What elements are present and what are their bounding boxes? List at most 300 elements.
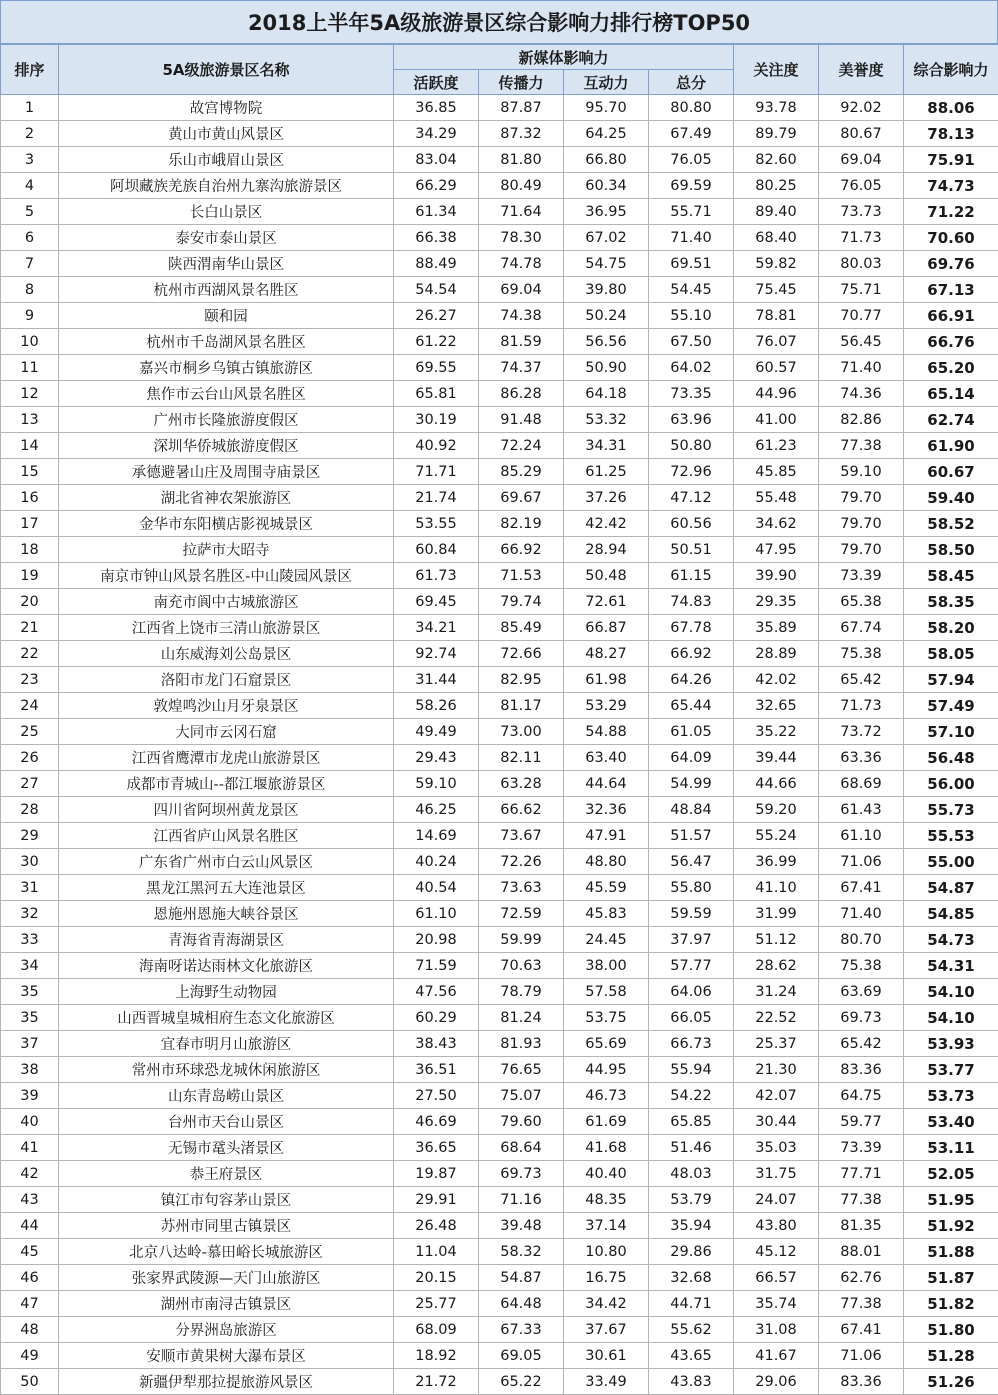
cell-spread: 76.65	[479, 1057, 564, 1083]
cell-name: 江西省上饶市三清山旅游景区	[59, 615, 394, 641]
cell-overall: 54.73	[904, 927, 998, 953]
cell-overall: 66.91	[904, 303, 998, 329]
cell-activity: 61.73	[394, 563, 479, 589]
cell-spread: 73.63	[479, 875, 564, 901]
cell-interaction: 48.27	[564, 641, 649, 667]
table-row	[1, 1083, 998, 1109]
cell-reputation: 80.03	[819, 251, 904, 277]
cell-rank: 26	[1, 745, 59, 771]
cell-name: 上海野生动物园	[59, 979, 394, 1005]
cell-rank: 16	[1, 485, 59, 511]
cell-attention: 35.74	[734, 1291, 819, 1317]
cell-name: 承德避暑山庄及周围寺庙景区	[59, 459, 394, 485]
cell-activity: 49.49	[394, 719, 479, 745]
cell-name: 北京八达岭-慕田峪长城旅游区	[59, 1239, 394, 1265]
cell-total: 59.59	[649, 901, 734, 927]
cell-spread: 68.64	[479, 1135, 564, 1161]
cell-rank: 14	[1, 433, 59, 459]
cell-reputation: 56.45	[819, 329, 904, 355]
cell-overall: 88.06	[904, 95, 998, 121]
cell-reputation: 80.67	[819, 121, 904, 147]
cell-name: 江西省鹰潭市龙虎山旅游景区	[59, 745, 394, 771]
cell-reputation: 65.42	[819, 1031, 904, 1057]
table-row	[1, 979, 998, 1005]
cell-rank: 4	[1, 173, 59, 199]
cell-overall: 54.87	[904, 875, 998, 901]
cell-rank: 29	[1, 823, 59, 849]
cell-interaction: 44.95	[564, 1057, 649, 1083]
cell-activity: 54.54	[394, 277, 479, 303]
cell-activity: 68.09	[394, 1317, 479, 1343]
cell-activity: 40.92	[394, 433, 479, 459]
cell-interaction: 47.91	[564, 823, 649, 849]
cell-rank: 5	[1, 199, 59, 225]
cell-name: 海南呀诺达雨林文化旅游区	[59, 953, 394, 979]
cell-rank: 35	[1, 979, 59, 1005]
cell-reputation: 61.43	[819, 797, 904, 823]
cell-activity: 46.69	[394, 1109, 479, 1135]
cell-name: 南充市阆中古城旅游区	[59, 589, 394, 615]
cell-total: 51.57	[649, 823, 734, 849]
cell-attention: 44.96	[734, 381, 819, 407]
cell-rank: 33	[1, 927, 59, 953]
cell-name: 安顺市黄果树大瀑布景区	[59, 1343, 394, 1369]
cell-rank: 50	[1, 1369, 59, 1395]
cell-interaction: 36.95	[564, 199, 649, 225]
cell-overall: 51.82	[904, 1291, 998, 1317]
cell-overall: 59.40	[904, 485, 998, 511]
cell-interaction: 37.14	[564, 1213, 649, 1239]
cell-total: 76.05	[649, 147, 734, 173]
cell-total: 64.09	[649, 745, 734, 771]
cell-interaction: 39.80	[564, 277, 649, 303]
cell-total: 56.47	[649, 849, 734, 875]
cell-name: 杭州市西湖风景名胜区	[59, 277, 394, 303]
cell-rank: 7	[1, 251, 59, 277]
cell-reputation: 75.38	[819, 641, 904, 667]
cell-spread: 72.66	[479, 641, 564, 667]
cell-reputation: 68.69	[819, 771, 904, 797]
table-row	[1, 927, 998, 953]
cell-attention: 41.00	[734, 407, 819, 433]
cell-name: 张家界武陵源—天门山旅游区	[59, 1265, 394, 1291]
cell-activity: 61.34	[394, 199, 479, 225]
table-row	[1, 1317, 998, 1343]
table-row	[1, 1057, 998, 1083]
cell-name: 湖州市南浔古镇景区	[59, 1291, 394, 1317]
cell-interaction: 37.26	[564, 485, 649, 511]
cell-name: 焦作市云台山风景名胜区	[59, 381, 394, 407]
cell-overall: 60.67	[904, 459, 998, 485]
cell-rank: 30	[1, 849, 59, 875]
cell-overall: 51.80	[904, 1317, 998, 1343]
table-row	[1, 1187, 998, 1213]
table-row	[1, 797, 998, 823]
cell-attention: 39.90	[734, 563, 819, 589]
cell-interaction: 67.02	[564, 225, 649, 251]
table-row	[1, 1135, 998, 1161]
cell-interaction: 34.42	[564, 1291, 649, 1317]
cell-spread: 79.60	[479, 1109, 564, 1135]
cell-attention: 42.02	[734, 667, 819, 693]
cell-spread: 80.49	[479, 173, 564, 199]
table-row	[1, 615, 998, 641]
cell-reputation: 71.40	[819, 901, 904, 927]
cell-name: 无锡市鼋头渚景区	[59, 1135, 394, 1161]
cell-interaction: 61.25	[564, 459, 649, 485]
cell-total: 53.79	[649, 1187, 734, 1213]
header-reputation: 美誉度	[819, 45, 904, 95]
header-rank: 排序	[1, 45, 59, 95]
cell-interaction: 61.98	[564, 667, 649, 693]
cell-activity: 40.24	[394, 849, 479, 875]
cell-interaction: 50.48	[564, 563, 649, 589]
cell-total: 47.12	[649, 485, 734, 511]
cell-activity: 26.48	[394, 1213, 479, 1239]
cell-attention: 29.06	[734, 1369, 819, 1395]
cell-name: 广州市长隆旅游度假区	[59, 407, 394, 433]
cell-name: 恭王府景区	[59, 1161, 394, 1187]
table-row	[1, 745, 998, 771]
cell-total: 29.86	[649, 1239, 734, 1265]
cell-name: 敦煌鸣沙山月牙泉景区	[59, 693, 394, 719]
cell-spread: 72.26	[479, 849, 564, 875]
cell-spread: 81.80	[479, 147, 564, 173]
cell-overall: 51.92	[904, 1213, 998, 1239]
cell-total: 48.84	[649, 797, 734, 823]
cell-activity: 46.25	[394, 797, 479, 823]
cell-attention: 76.07	[734, 329, 819, 355]
table-row	[1, 1161, 998, 1187]
cell-rank: 25	[1, 719, 59, 745]
cell-spread: 71.16	[479, 1187, 564, 1213]
cell-rank: 31	[1, 875, 59, 901]
cell-activity: 69.55	[394, 355, 479, 381]
table-row	[1, 849, 998, 875]
cell-name: 恩施州恩施大峡谷景区	[59, 901, 394, 927]
cell-reputation: 76.05	[819, 173, 904, 199]
cell-activity: 36.65	[394, 1135, 479, 1161]
cell-interaction: 60.34	[564, 173, 649, 199]
cell-reputation: 71.73	[819, 693, 904, 719]
cell-interaction: 48.35	[564, 1187, 649, 1213]
cell-spread: 74.78	[479, 251, 564, 277]
table-row	[1, 199, 998, 225]
cell-overall: 53.93	[904, 1031, 998, 1057]
cell-spread: 82.11	[479, 745, 564, 771]
cell-rank: 43	[1, 1187, 59, 1213]
cell-overall: 57.94	[904, 667, 998, 693]
cell-name: 深圳华侨城旅游度假区	[59, 433, 394, 459]
cell-attention: 31.99	[734, 901, 819, 927]
cell-overall: 52.05	[904, 1161, 998, 1187]
cell-interaction: 54.75	[564, 251, 649, 277]
cell-overall: 65.14	[904, 381, 998, 407]
cell-activity: 21.72	[394, 1369, 479, 1395]
cell-overall: 74.73	[904, 173, 998, 199]
cell-total: 61.15	[649, 563, 734, 589]
cell-reputation: 67.41	[819, 1317, 904, 1343]
cell-reputation: 75.38	[819, 953, 904, 979]
cell-activity: 53.55	[394, 511, 479, 537]
cell-name: 拉萨市大昭寺	[59, 537, 394, 563]
cell-overall: 69.76	[904, 251, 998, 277]
cell-interaction: 57.58	[564, 979, 649, 1005]
cell-reputation: 65.42	[819, 667, 904, 693]
cell-name: 乐山市峨眉山景区	[59, 147, 394, 173]
cell-interaction: 53.29	[564, 693, 649, 719]
cell-spread: 85.29	[479, 459, 564, 485]
cell-name: 湖北省神农架旅游区	[59, 485, 394, 511]
cell-name: 苏州市同里古镇景区	[59, 1213, 394, 1239]
table-row	[1, 121, 998, 147]
cell-reputation: 67.74	[819, 615, 904, 641]
cell-reputation: 71.06	[819, 849, 904, 875]
cell-reputation: 59.77	[819, 1109, 904, 1135]
cell-overall: 61.90	[904, 433, 998, 459]
cell-activity: 38.43	[394, 1031, 479, 1057]
cell-spread: 66.92	[479, 537, 564, 563]
cell-total: 64.26	[649, 667, 734, 693]
cell-interaction: 32.36	[564, 797, 649, 823]
cell-total: 43.83	[649, 1369, 734, 1395]
table-row	[1, 641, 998, 667]
cell-total: 44.71	[649, 1291, 734, 1317]
cell-activity: 92.74	[394, 641, 479, 667]
cell-activity: 66.29	[394, 173, 479, 199]
cell-activity: 30.19	[394, 407, 479, 433]
cell-attention: 35.03	[734, 1135, 819, 1161]
cell-interaction: 44.64	[564, 771, 649, 797]
cell-name: 嘉兴市桐乡乌镇古镇旅游区	[59, 355, 394, 381]
cell-rank: 42	[1, 1161, 59, 1187]
cell-activity: 20.15	[394, 1265, 479, 1291]
table-row	[1, 381, 998, 407]
table-row	[1, 875, 998, 901]
cell-activity: 19.87	[394, 1161, 479, 1187]
cell-rank: 2	[1, 121, 59, 147]
cell-attention: 75.45	[734, 277, 819, 303]
cell-activity: 61.22	[394, 329, 479, 355]
header-new-media: 新媒体影响力	[394, 45, 734, 70]
cell-attention: 78.81	[734, 303, 819, 329]
table-row	[1, 1005, 998, 1031]
cell-spread: 66.62	[479, 797, 564, 823]
cell-rank: 49	[1, 1343, 59, 1369]
cell-attention: 59.82	[734, 251, 819, 277]
cell-name: 镇江市句容茅山景区	[59, 1187, 394, 1213]
cell-reputation: 63.69	[819, 979, 904, 1005]
cell-overall: 66.76	[904, 329, 998, 355]
cell-spread: 72.59	[479, 901, 564, 927]
cell-spread: 70.63	[479, 953, 564, 979]
cell-attention: 28.89	[734, 641, 819, 667]
cell-overall: 58.50	[904, 537, 998, 563]
cell-spread: 69.04	[479, 277, 564, 303]
cell-interaction: 46.73	[564, 1083, 649, 1109]
table-row	[1, 693, 998, 719]
cell-rank: 6	[1, 225, 59, 251]
cell-total: 67.50	[649, 329, 734, 355]
cell-spread: 72.24	[479, 433, 564, 459]
cell-total: 80.80	[649, 95, 734, 121]
cell-spread: 69.05	[479, 1343, 564, 1369]
cell-total: 73.35	[649, 381, 734, 407]
cell-activity: 88.49	[394, 251, 479, 277]
cell-reputation: 77.71	[819, 1161, 904, 1187]
table-row	[1, 95, 998, 121]
table-row	[1, 1213, 998, 1239]
cell-activity: 34.29	[394, 121, 479, 147]
cell-attention: 44.66	[734, 771, 819, 797]
cell-total: 32.68	[649, 1265, 734, 1291]
cell-spread: 67.33	[479, 1317, 564, 1343]
cell-reputation: 74.36	[819, 381, 904, 407]
cell-overall: 51.26	[904, 1369, 998, 1395]
cell-rank: 12	[1, 381, 59, 407]
cell-rank: 22	[1, 641, 59, 667]
cell-attention: 28.62	[734, 953, 819, 979]
cell-spread: 81.93	[479, 1031, 564, 1057]
header-overall: 综合影响力	[904, 45, 998, 95]
cell-interaction: 53.32	[564, 407, 649, 433]
cell-reputation: 82.86	[819, 407, 904, 433]
cell-spread: 87.32	[479, 121, 564, 147]
table-row	[1, 277, 998, 303]
cell-spread: 91.48	[479, 407, 564, 433]
cell-rank: 40	[1, 1109, 59, 1135]
cell-rank: 17	[1, 511, 59, 537]
cell-interaction: 28.94	[564, 537, 649, 563]
cell-total: 35.94	[649, 1213, 734, 1239]
cell-overall: 56.48	[904, 745, 998, 771]
cell-total: 55.80	[649, 875, 734, 901]
cell-activity: 36.85	[394, 95, 479, 121]
cell-overall: 53.77	[904, 1057, 998, 1083]
cell-activity: 18.92	[394, 1343, 479, 1369]
cell-overall: 55.00	[904, 849, 998, 875]
cell-rank: 8	[1, 277, 59, 303]
cell-name: 大同市云冈石窟	[59, 719, 394, 745]
table-row	[1, 1291, 998, 1317]
cell-spread: 74.37	[479, 355, 564, 381]
cell-rank: 35	[1, 1005, 59, 1031]
cell-total: 66.73	[649, 1031, 734, 1057]
cell-interaction: 53.75	[564, 1005, 649, 1031]
cell-total: 69.51	[649, 251, 734, 277]
cell-rank: 37	[1, 1031, 59, 1057]
cell-reputation: 81.35	[819, 1213, 904, 1239]
cell-attention: 89.40	[734, 199, 819, 225]
cell-interaction: 65.69	[564, 1031, 649, 1057]
cell-total: 54.99	[649, 771, 734, 797]
cell-activity: 71.59	[394, 953, 479, 979]
cell-activity: 65.81	[394, 381, 479, 407]
cell-overall: 57.49	[904, 693, 998, 719]
header-spread: 传播力	[479, 70, 564, 95]
cell-spread: 82.95	[479, 667, 564, 693]
table-row	[1, 329, 998, 355]
table-row	[1, 953, 998, 979]
cell-name: 黑龙江黑河五大连池景区	[59, 875, 394, 901]
cell-attention: 39.44	[734, 745, 819, 771]
cell-attention: 31.75	[734, 1161, 819, 1187]
cell-total: 48.03	[649, 1161, 734, 1187]
cell-name: 宜春市明月山旅游区	[59, 1031, 394, 1057]
cell-attention: 55.48	[734, 485, 819, 511]
cell-spread: 85.49	[479, 615, 564, 641]
cell-total: 72.96	[649, 459, 734, 485]
cell-attention: 47.95	[734, 537, 819, 563]
cell-activity: 34.21	[394, 615, 479, 641]
cell-total: 55.94	[649, 1057, 734, 1083]
header-interaction: 互动力	[564, 70, 649, 95]
cell-reputation: 77.38	[819, 1187, 904, 1213]
cell-rank: 47	[1, 1291, 59, 1317]
cell-reputation: 71.40	[819, 355, 904, 381]
cell-name: 陕西渭南华山景区	[59, 251, 394, 277]
cell-spread: 65.22	[479, 1369, 564, 1395]
cell-spread: 78.79	[479, 979, 564, 1005]
cell-name: 故宫博物院	[59, 95, 394, 121]
cell-attention: 51.12	[734, 927, 819, 953]
cell-total: 71.40	[649, 225, 734, 251]
cell-overall: 55.73	[904, 797, 998, 823]
cell-activity: 60.29	[394, 1005, 479, 1031]
table-row	[1, 355, 998, 381]
cell-overall: 51.95	[904, 1187, 998, 1213]
cell-name: 台州市天台山景区	[59, 1109, 394, 1135]
table-row	[1, 719, 998, 745]
cell-name: 常州市环球恐龙城休闲旅游区	[59, 1057, 394, 1083]
cell-overall: 51.28	[904, 1343, 998, 1369]
cell-rank: 21	[1, 615, 59, 641]
cell-attention: 43.80	[734, 1213, 819, 1239]
cell-rank: 32	[1, 901, 59, 927]
cell-rank: 1	[1, 95, 59, 121]
cell-attention: 93.78	[734, 95, 819, 121]
cell-reputation: 79.70	[819, 511, 904, 537]
cell-attention: 55.24	[734, 823, 819, 849]
cell-reputation: 63.36	[819, 745, 904, 771]
table-row	[1, 511, 998, 537]
cell-overall: 78.13	[904, 121, 998, 147]
cell-rank: 23	[1, 667, 59, 693]
cell-rank: 44	[1, 1213, 59, 1239]
cell-interaction: 10.80	[564, 1239, 649, 1265]
cell-activity: 71.71	[394, 459, 479, 485]
cell-overall: 56.00	[904, 771, 998, 797]
cell-total: 66.05	[649, 1005, 734, 1031]
cell-interaction: 45.59	[564, 875, 649, 901]
cell-activity: 61.10	[394, 901, 479, 927]
table-row	[1, 537, 998, 563]
cell-attention: 60.57	[734, 355, 819, 381]
cell-reputation: 73.72	[819, 719, 904, 745]
cell-attention: 59.20	[734, 797, 819, 823]
cell-activity: 60.84	[394, 537, 479, 563]
table-row	[1, 1343, 998, 1369]
cell-rank: 15	[1, 459, 59, 485]
cell-spread: 81.17	[479, 693, 564, 719]
cell-activity: 31.44	[394, 667, 479, 693]
cell-attention: 41.67	[734, 1343, 819, 1369]
cell-total: 61.05	[649, 719, 734, 745]
cell-interaction: 66.80	[564, 147, 649, 173]
cell-reputation: 77.38	[819, 433, 904, 459]
cell-overall: 53.11	[904, 1135, 998, 1161]
cell-spread: 81.59	[479, 329, 564, 355]
